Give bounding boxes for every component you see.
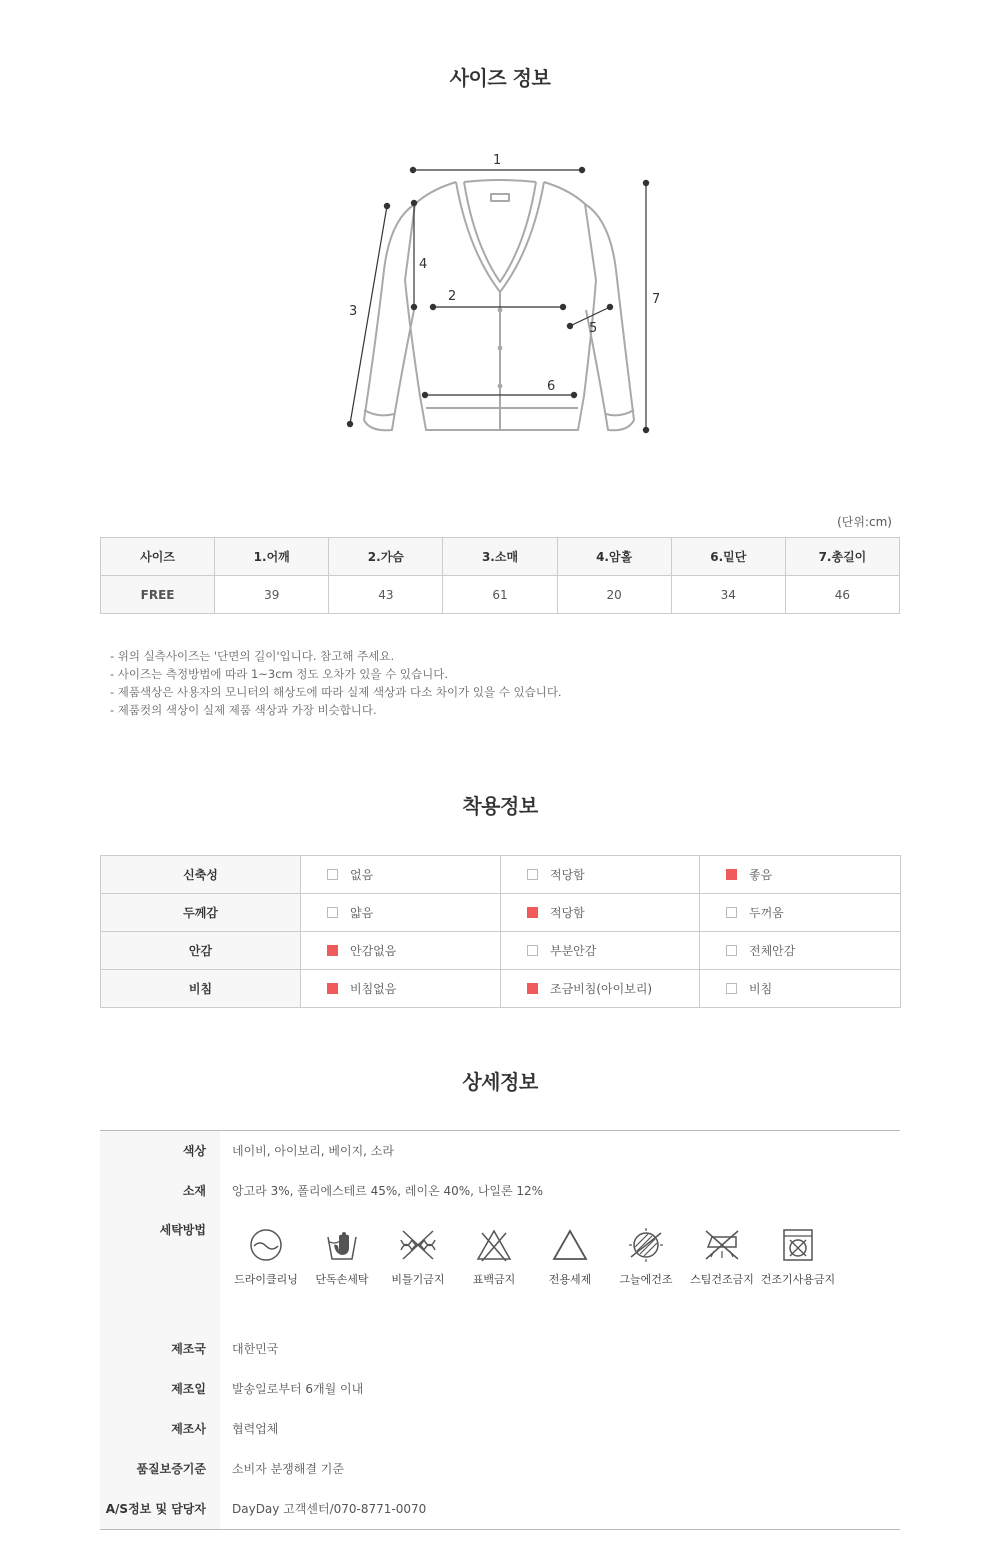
fit-option [700, 856, 901, 894]
fit-row-label: 신축성 [101, 856, 301, 894]
size-note: - 사이즈는 측정방법에 따라 1~3cm 정도 오차가 있을 수 있습니다. [110, 667, 449, 681]
detail-row-color [100, 1131, 900, 1171]
no-dryer-icon [780, 1227, 816, 1263]
size-header-cell: 3.소매 [443, 538, 557, 576]
fit-row [101, 970, 901, 1008]
fit-option-text: 얇음 [350, 906, 374, 920]
size-table [100, 537, 900, 614]
detail-row-quality [100, 1449, 900, 1489]
fit-option-text: 없음 [350, 868, 374, 882]
care-label: 비틀기금지 [391, 1273, 445, 1286]
unchecked-box-icon [726, 945, 737, 956]
no-bleach-icon [476, 1227, 512, 1263]
care-label: 단독손세탁 [315, 1273, 369, 1286]
detail-section-title: 상세정보 [462, 1070, 538, 1094]
care-item [760, 1227, 836, 1287]
detail-value: 소비자 분쟁해결 기준 [232, 1462, 344, 1476]
checked-box-icon [327, 945, 338, 956]
fit-option [301, 970, 501, 1008]
fit-info-table [100, 855, 901, 1008]
fit-row [101, 932, 901, 970]
detail-row-origin [100, 1329, 900, 1369]
care-item [456, 1227, 532, 1287]
fit-option-text: 적당함 [550, 906, 585, 920]
detail-row-as [100, 1489, 900, 1529]
detail-row-care [100, 1211, 900, 1329]
size-section-title: 사이즈 정보 [449, 66, 551, 90]
detail-row-maker [100, 1409, 900, 1449]
care-icons [220, 1211, 900, 1329]
detail-value: 네이비, 아이보리, 베이지, 소라 [232, 1144, 394, 1158]
measure-label-2: 2 [448, 289, 457, 304]
size-header-cell: 사이즈 [101, 538, 215, 576]
detail-label: 제조사 [100, 1409, 220, 1449]
fit-option [501, 856, 700, 894]
fit-option-text: 조금비침(아이보리) [550, 982, 653, 996]
unchecked-box-icon [327, 907, 338, 918]
checked-box-icon [527, 907, 538, 918]
care-label: 스팀건조금지 [690, 1273, 754, 1286]
fit-option-text: 안감없음 [350, 944, 397, 958]
detail-label: A/S정보 및 담당자 [100, 1489, 220, 1529]
measure-label-6: 6 [547, 379, 556, 394]
detail-value: 앙고라 3%, 폴리에스테르 45%, 레이온 40%, 나일론 12% [232, 1184, 544, 1198]
fit-option-text: 전체안감 [749, 944, 796, 958]
detail-value: 대한민국 [232, 1342, 279, 1356]
shade-dry-icon [628, 1227, 664, 1263]
care-label: 표백금지 [472, 1273, 516, 1286]
fit-option [301, 894, 501, 932]
fit-option-text: 두꺼움 [749, 906, 784, 920]
detail-row-date [100, 1369, 900, 1409]
size-note: - 제품색상은 사용자의 모니터의 해상도에 따라 실제 색상과 다소 차이가 있을 수 있습니다. [110, 685, 562, 699]
checked-box-icon [527, 983, 538, 994]
checked-box-icon [726, 869, 737, 880]
detail-row-material [100, 1171, 900, 1211]
fit-option-text: 비침 [749, 982, 773, 996]
detail-label: 제조일 [100, 1369, 220, 1409]
care-item [684, 1227, 760, 1287]
size-value-cell: 43 [329, 576, 443, 614]
fit-option [301, 932, 501, 970]
unchecked-box-icon [527, 945, 538, 956]
detail-value: 발송일로부터 6개월 이내 [232, 1382, 364, 1396]
care-label: 전용세제 [548, 1273, 592, 1286]
size-value-cell: 39 [215, 576, 329, 614]
detail-value: 협력업체 [232, 1422, 279, 1436]
fit-option-text: 비침없음 [350, 982, 397, 996]
size-value-cell: 61 [443, 576, 557, 614]
detail-info-table [100, 1130, 900, 1530]
fit-option-text: 좋음 [749, 868, 773, 882]
fit-row [101, 856, 901, 894]
size-header-cell: 1.어깨 [215, 538, 329, 576]
measure-label-5: 5 [589, 321, 598, 336]
fit-row [101, 894, 901, 932]
size-note: - 제품컷의 색상이 실제 제품 색상과 가장 비슷합니다. [110, 703, 377, 717]
fit-option [700, 894, 901, 932]
care-label: 드라이클리닝 [234, 1273, 298, 1286]
care-label: 건조기사용금지 [760, 1273, 836, 1286]
size-note: - 위의 실측사이즈는 '단면의 길이'입니다. 참고해 주세요. [110, 649, 395, 663]
detail-label: 세탁방법 [100, 1211, 220, 1329]
size-header-cell: 7.총길이 [785, 538, 899, 576]
fit-option-text: 부분안감 [550, 944, 597, 958]
care-item [608, 1227, 684, 1287]
unchecked-box-icon [527, 869, 538, 880]
hand-wash-icon [324, 1227, 360, 1263]
detail-label: 제조국 [100, 1329, 220, 1369]
fit-row-label: 비침 [101, 970, 301, 1008]
unit-label: (단위:cm) [837, 515, 892, 529]
checked-box-icon [327, 983, 338, 994]
measure-label-3: 3 [349, 304, 358, 319]
fit-option-text: 적당함 [550, 868, 585, 882]
fit-option [301, 856, 501, 894]
fit-option [501, 894, 700, 932]
care-item [532, 1227, 608, 1287]
detail-value: DayDay 고객센터/070-8771-0070 [232, 1502, 427, 1516]
size-notes [110, 647, 562, 719]
fit-option [700, 970, 901, 1008]
measure-label-4: 4 [419, 257, 428, 272]
size-name-cell: FREE [101, 576, 215, 614]
detail-label: 소재 [100, 1171, 220, 1211]
size-value-cell: 20 [557, 576, 671, 614]
no-steam-icon [702, 1227, 742, 1263]
size-header-cell: 2.가슴 [329, 538, 443, 576]
fit-row-label: 두께감 [101, 894, 301, 932]
cardigan-measurement-diagram [330, 140, 670, 450]
size-header-cell: 6.밑단 [671, 538, 785, 576]
care-item [380, 1227, 456, 1287]
unchecked-box-icon [726, 907, 737, 918]
fit-option [700, 932, 901, 970]
no-wring-icon [398, 1227, 438, 1263]
size-table-header [101, 538, 900, 576]
detail-label: 색상 [100, 1131, 220, 1171]
size-table-row [101, 576, 900, 614]
care-item [228, 1227, 304, 1287]
measure-label-7: 7 [652, 292, 661, 307]
fit-section-title: 착용정보 [462, 794, 538, 818]
care-item [304, 1227, 380, 1287]
fit-row-label: 안감 [101, 932, 301, 970]
size-value-cell: 46 [785, 576, 899, 614]
detail-label: 품질보증기준 [100, 1449, 220, 1489]
size-header-cell: 4.암홀 [557, 538, 671, 576]
unchecked-box-icon [327, 869, 338, 880]
measure-label-1: 1 [493, 153, 502, 168]
unchecked-box-icon [726, 983, 737, 994]
fit-option [501, 970, 700, 1008]
size-value-cell: 34 [671, 576, 785, 614]
detergent-icon [552, 1227, 588, 1263]
care-label: 그늘에건조 [619, 1273, 673, 1286]
dry-cleaning-icon [248, 1227, 284, 1263]
fit-option [501, 932, 700, 970]
